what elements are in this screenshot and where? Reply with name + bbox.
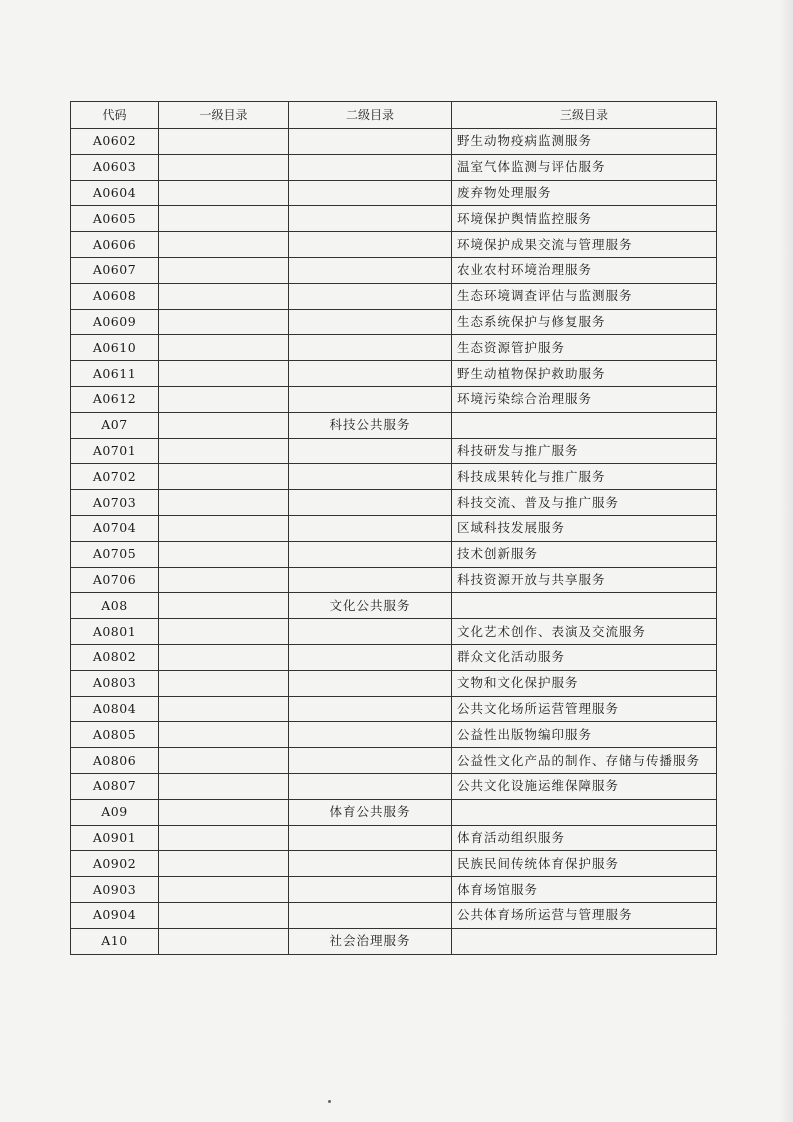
table-row — [71, 257, 717, 283]
table-row — [71, 593, 717, 619]
level3-cell: 温室气体监测与评估服务 — [452, 154, 717, 180]
code-cell: A0603 — [71, 154, 159, 180]
level3-cell: 民族民间传统体育保护服务 — [452, 851, 717, 877]
code-cell: A0607 — [71, 257, 159, 283]
level2-cell — [289, 902, 452, 928]
table-row — [71, 567, 717, 593]
table-row — [71, 180, 717, 206]
table-row — [71, 335, 717, 361]
table-row — [71, 232, 717, 258]
table-row — [71, 825, 717, 851]
level3-cell: 文物和文化保护服务 — [452, 670, 717, 696]
table-row — [71, 154, 717, 180]
level3-cell: 文化艺术创作、表演及交流服务 — [452, 619, 717, 645]
table-row — [71, 283, 717, 309]
level2-cell — [289, 386, 452, 412]
level1-cell — [159, 515, 289, 541]
level2-cell — [289, 490, 452, 516]
table-row — [71, 722, 717, 748]
level3-cell — [452, 928, 717, 954]
code-cell: A0704 — [71, 515, 159, 541]
level1-cell — [159, 799, 289, 825]
level1-cell — [159, 180, 289, 206]
table-row — [71, 464, 717, 490]
level2-cell — [289, 515, 452, 541]
level1-cell — [159, 309, 289, 335]
level2-cell — [289, 438, 452, 464]
level1-cell — [159, 696, 289, 722]
code-cell: A0604 — [71, 180, 159, 206]
level1-cell — [159, 851, 289, 877]
code-cell: A0904 — [71, 902, 159, 928]
table-row — [71, 799, 717, 825]
table-row — [71, 412, 717, 438]
code-cell: A0805 — [71, 722, 159, 748]
level3-cell: 科技研发与推广服务 — [452, 438, 717, 464]
level3-cell: 公共文化场所运营管理服务 — [452, 696, 717, 722]
level1-cell — [159, 335, 289, 361]
level2-cell — [289, 619, 452, 645]
level3-cell: 野生动植物保护救助服务 — [452, 361, 717, 387]
table-row — [71, 877, 717, 903]
table-row — [71, 928, 717, 954]
level3-cell: 体育场馆服务 — [452, 877, 717, 903]
level2-cell — [289, 129, 452, 155]
level3-cell: 公益性文化产品的制作、存储与传播服务 — [452, 748, 717, 774]
table-row — [71, 129, 717, 155]
code-cell: A0701 — [71, 438, 159, 464]
level3-cell: 区域科技发展服务 — [452, 515, 717, 541]
code-cell: A0901 — [71, 825, 159, 851]
header-level1: 一级目录 — [159, 102, 289, 129]
level1-cell — [159, 902, 289, 928]
level3-cell: 生态资源管护服务 — [452, 335, 717, 361]
service-catalog-table — [70, 101, 717, 955]
level3-cell: 科技交流、普及与推广服务 — [452, 490, 717, 516]
level2-cell — [289, 696, 452, 722]
level1-cell — [159, 619, 289, 645]
level2-cell — [289, 722, 452, 748]
code-cell: A0902 — [71, 851, 159, 877]
level2-cell — [289, 154, 452, 180]
table-row — [71, 902, 717, 928]
level1-cell — [159, 129, 289, 155]
level3-cell: 体育活动组织服务 — [452, 825, 717, 851]
level1-cell — [159, 541, 289, 567]
level2-cell — [289, 464, 452, 490]
table-row — [71, 361, 717, 387]
level2-cell — [289, 232, 452, 258]
page-edge-shadow — [779, 0, 793, 1122]
table-row — [71, 619, 717, 645]
header-level2: 二级目录 — [289, 102, 452, 129]
level1-cell — [159, 257, 289, 283]
code-cell: A0606 — [71, 232, 159, 258]
level3-cell: 废弃物处理服务 — [452, 180, 717, 206]
level3-cell: 科技资源开放与共享服务 — [452, 567, 717, 593]
level1-cell — [159, 722, 289, 748]
code-cell: A0703 — [71, 490, 159, 516]
level3-cell — [452, 593, 717, 619]
level2-cell — [289, 567, 452, 593]
table-row — [71, 206, 717, 232]
scan-speck — [328, 1100, 331, 1103]
level2-cell — [289, 335, 452, 361]
level2-cell — [289, 851, 452, 877]
code-cell: A0705 — [71, 541, 159, 567]
level2-cell — [289, 257, 452, 283]
level1-cell — [159, 361, 289, 387]
table-row — [71, 773, 717, 799]
level1-cell — [159, 670, 289, 696]
level1-cell — [159, 593, 289, 619]
level3-cell: 技术创新服务 — [452, 541, 717, 567]
level3-cell: 农业农村环境治理服务 — [452, 257, 717, 283]
level1-cell — [159, 412, 289, 438]
level2-cell — [289, 748, 452, 774]
level2-cell — [289, 283, 452, 309]
table-row — [71, 386, 717, 412]
level2-cell — [289, 541, 452, 567]
level3-cell: 环境保护舆情监控服务 — [452, 206, 717, 232]
code-cell: A10 — [71, 928, 159, 954]
table-body — [71, 129, 717, 955]
level1-cell — [159, 825, 289, 851]
code-cell: A07 — [71, 412, 159, 438]
level2-cell: 文化公共服务 — [289, 593, 452, 619]
code-cell: A08 — [71, 593, 159, 619]
code-cell: A0806 — [71, 748, 159, 774]
level1-cell — [159, 232, 289, 258]
table-row — [71, 670, 717, 696]
table-row — [71, 490, 717, 516]
table-row — [71, 644, 717, 670]
level2-cell: 科技公共服务 — [289, 412, 452, 438]
level2-cell — [289, 877, 452, 903]
level3-cell: 公益性出版物编印服务 — [452, 722, 717, 748]
level2-cell: 体育公共服务 — [289, 799, 452, 825]
level2-cell — [289, 670, 452, 696]
level2-cell — [289, 825, 452, 851]
code-cell: A0706 — [71, 567, 159, 593]
code-cell: A0612 — [71, 386, 159, 412]
level1-cell — [159, 464, 289, 490]
level3-cell: 公共体育场所运营与管理服务 — [452, 902, 717, 928]
level1-cell — [159, 154, 289, 180]
level1-cell — [159, 490, 289, 516]
level2-cell — [289, 773, 452, 799]
level2-cell — [289, 644, 452, 670]
code-cell: A0702 — [71, 464, 159, 490]
code-cell: A0605 — [71, 206, 159, 232]
code-cell: A0802 — [71, 644, 159, 670]
level2-cell — [289, 361, 452, 387]
code-cell: A0609 — [71, 309, 159, 335]
level3-cell: 环境污染综合治理服务 — [452, 386, 717, 412]
level3-cell: 公共文化设施运维保障服务 — [452, 773, 717, 799]
level3-cell: 生态环境调查评估与监测服务 — [452, 283, 717, 309]
table-row — [71, 438, 717, 464]
level1-cell — [159, 386, 289, 412]
table-header-row — [71, 102, 717, 129]
table-row — [71, 851, 717, 877]
level1-cell — [159, 567, 289, 593]
level3-cell — [452, 799, 717, 825]
level1-cell — [159, 438, 289, 464]
level1-cell — [159, 644, 289, 670]
level1-cell — [159, 206, 289, 232]
level2-cell: 社会治理服务 — [289, 928, 452, 954]
code-cell: A0807 — [71, 773, 159, 799]
level3-cell: 野生动物疫病监测服务 — [452, 129, 717, 155]
header-level3: 三级目录 — [452, 102, 717, 129]
table-row — [71, 515, 717, 541]
level3-cell: 生态系统保护与修复服务 — [452, 309, 717, 335]
header-code: 代码 — [71, 102, 159, 129]
level1-cell — [159, 283, 289, 309]
code-cell: A09 — [71, 799, 159, 825]
code-cell: A0803 — [71, 670, 159, 696]
level2-cell — [289, 180, 452, 206]
table-row — [71, 696, 717, 722]
level3-cell: 群众文化活动服务 — [452, 644, 717, 670]
level1-cell — [159, 748, 289, 774]
level1-cell — [159, 877, 289, 903]
level1-cell — [159, 773, 289, 799]
code-cell: A0804 — [71, 696, 159, 722]
table-row — [71, 309, 717, 335]
level2-cell — [289, 206, 452, 232]
level3-cell: 科技成果转化与推广服务 — [452, 464, 717, 490]
level1-cell — [159, 928, 289, 954]
code-cell: A0608 — [71, 283, 159, 309]
code-cell: A0611 — [71, 361, 159, 387]
code-cell: A0602 — [71, 129, 159, 155]
table-row — [71, 541, 717, 567]
code-cell: A0903 — [71, 877, 159, 903]
level2-cell — [289, 309, 452, 335]
code-cell: A0801 — [71, 619, 159, 645]
level3-cell — [452, 412, 717, 438]
table-row — [71, 748, 717, 774]
code-cell: A0610 — [71, 335, 159, 361]
level3-cell: 环境保护成果交流与管理服务 — [452, 232, 717, 258]
